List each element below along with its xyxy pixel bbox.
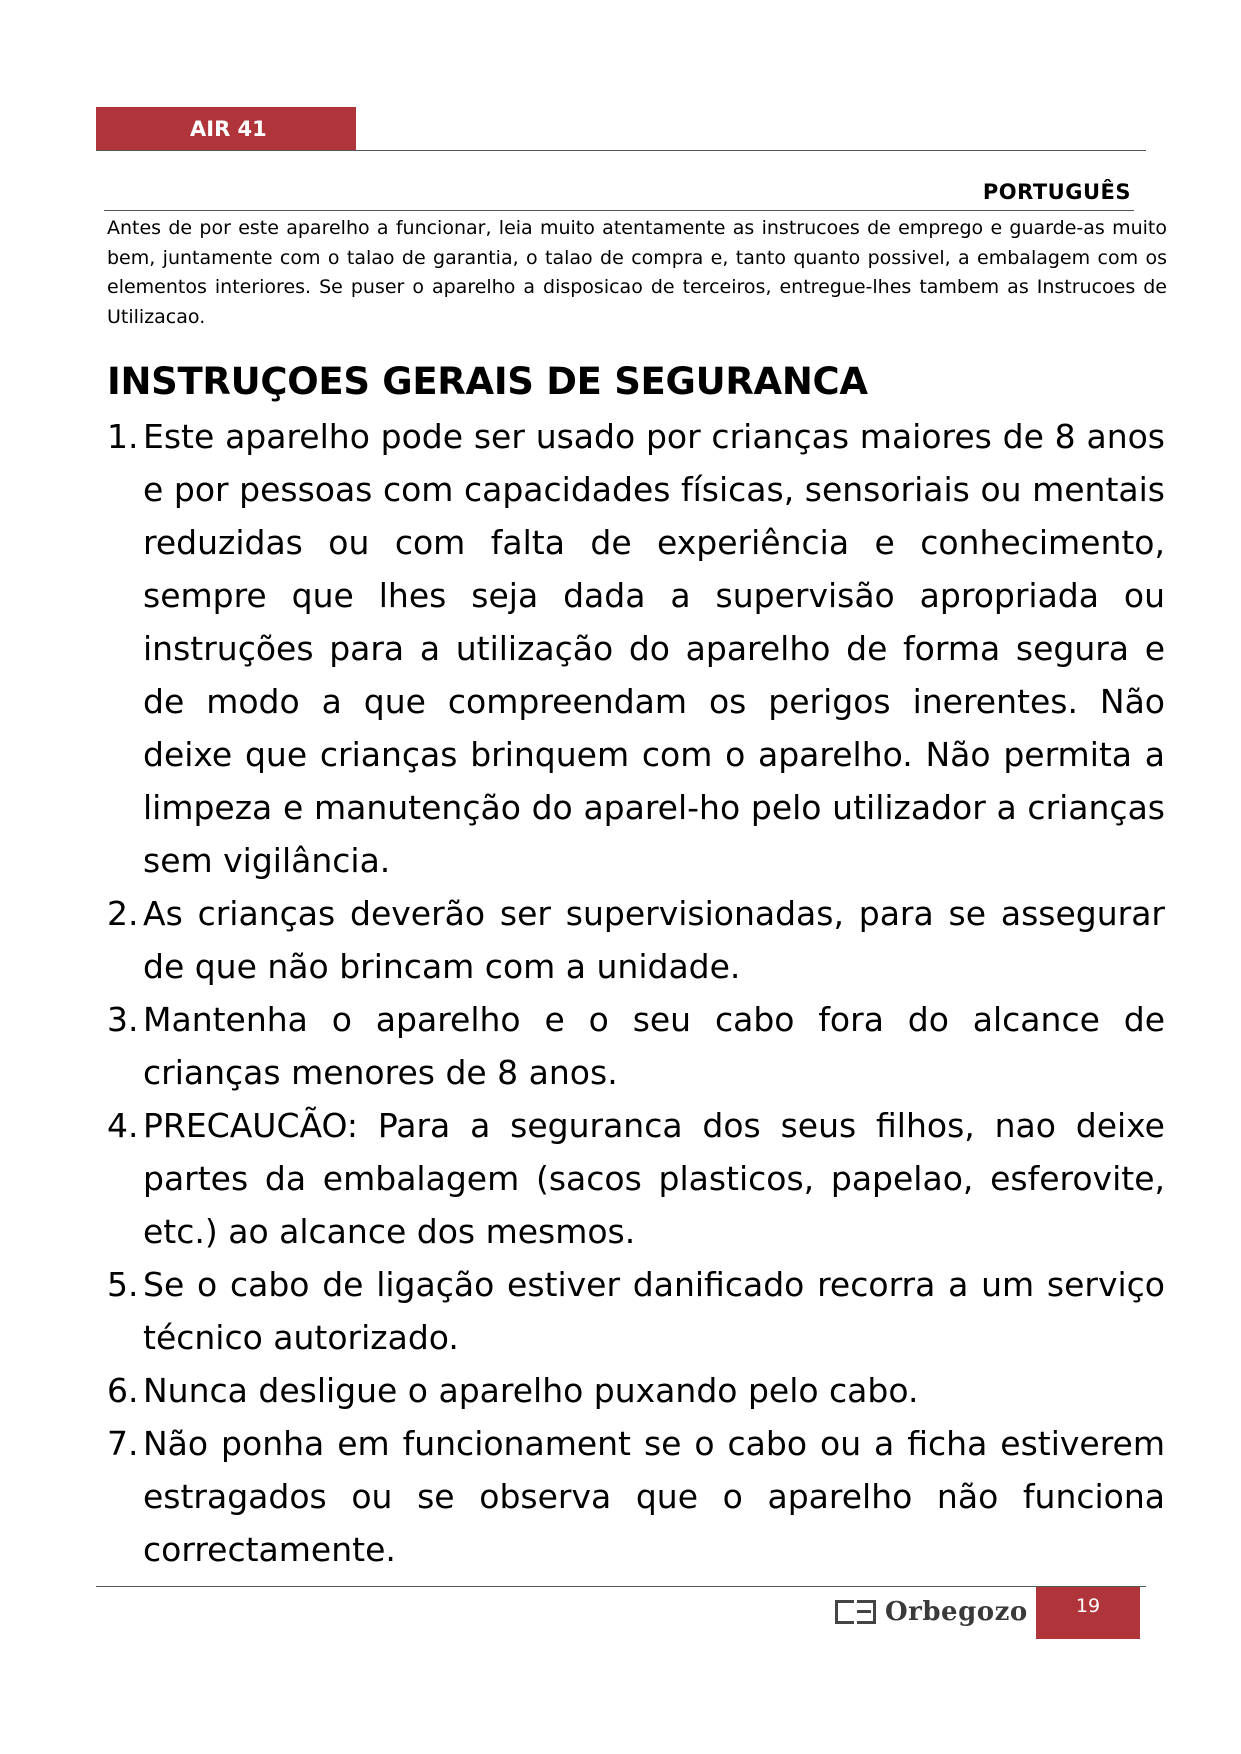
language-label: PORTUGUÊS [982,180,1131,204]
footer-divider [96,1586,1146,1587]
section-title: INSTRUÇOES GERAIS DE SEGURANCA [107,360,868,403]
item-text: Se o cabo de ligação estiver danificado recorra a um serviço técnico autorizado. [143,1265,1165,1357]
list-item [107,1258,1165,1364]
list-item [107,410,1165,887]
list-item [107,1364,1165,1417]
page-number: 19 [1036,1587,1140,1639]
brand-name: Orbegozo [885,1597,1028,1627]
item-number: 1. [107,417,139,456]
intro-paragraph [107,214,1167,332]
list-item [107,1099,1165,1258]
header-divider [96,150,1146,151]
item-number: 5. [107,1265,139,1304]
item-text: PRECAUCÃO: Para a seguranca dos seus filhos, nao deixe partes da embalagem (sacos plasticos, papelao, esferovite, etc.) ao alcance dos mesmos. [143,1106,1165,1251]
brand-mark-icon [835,1600,875,1624]
intro-text: Antes de por este aparelho a funcionar, leia muito atentamente as instrucoes de emprego e guarde-as muito bem, juntamente com o talao de garantia, o talao de compra e, tanto quanto possivel, a embalagem com os elementos interiores. Se puser o aparelho a disposicao de terceiros, entregue-lhes tambem as Instrucoes de Utilizacao. [107,217,1167,328]
item-text: Nunca desligue o aparelho puxando pelo cabo. [143,1371,919,1410]
item-number: 4. [107,1106,139,1145]
list-item [107,887,1165,993]
item-number: 2. [107,894,139,933]
model-name: AIR 41 [190,117,267,141]
item-number: 7. [107,1424,139,1463]
list-item [107,993,1165,1099]
item-text: Mantenha o aparelho e o seu cabo fora do alcance de crianças menores de 8 anos. [143,1000,1165,1092]
brand-logo [835,1592,1028,1632]
item-number: 6. [107,1371,139,1410]
safety-instructions-list [107,410,1165,1576]
language-divider [104,210,1134,211]
item-text: Este aparelho pode ser usado por crianças maiores de 8 anos e por pessoas com capacidades físicas, sensoriais ou mentais reduzidas ou com falta de experiência e conhecimento, sempre que lhes seja dada a supervisão apropriada ou instruções para a utilização do aparelho de forma segura e de modo a que compreendam os perigos inerentes. Não deixe que crianças brinquem com o aparelho. Não permita a limpeza e manutenção do aparel-ho pelo utilizador a crianças sem vigilância. [143,417,1165,880]
item-text: Não ponha em funcionament se o cabo ou a ficha estiverem estragados ou se observa que o aparelho não funciona correctamente. [143,1424,1165,1569]
item-text: As crianças deverão ser supervisionadas, para se assegurar de que não brincam com a unidade. [143,894,1165,986]
list-item [107,1417,1165,1576]
header-model-tab [96,107,356,151]
item-number: 3. [107,1000,139,1039]
